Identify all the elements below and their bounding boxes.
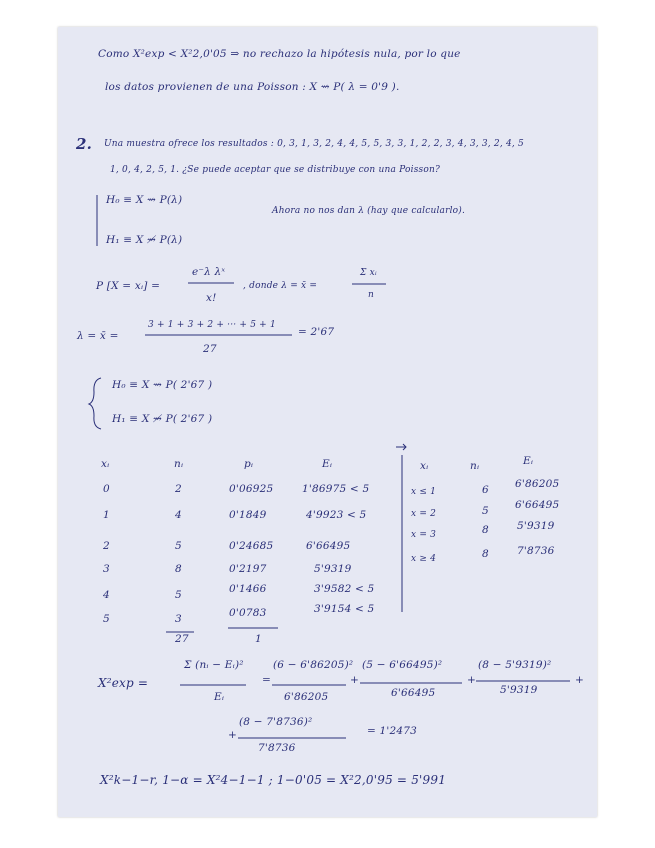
table-cell: 3 (103, 563, 110, 575)
grouped-cell: 5 (482, 505, 489, 517)
problem-line-2: 1, 0, 4, 2, 5, 1. ¿Se puede aceptar que se distribuye con una Poisson? (110, 165, 440, 175)
poisson-lhs: P [X = xᵢ] = (96, 280, 161, 292)
lambda-calc-lhs: λ = x̄ = (77, 330, 119, 342)
grouped-header-xi: xᵢ (420, 460, 429, 472)
hypothesis-h1: H₁ ≡ X ⇝̸ P(λ) (106, 234, 183, 246)
grouped-cell: 7'8736 (517, 545, 555, 557)
table-cell: 2 (103, 540, 110, 552)
lambda-denominator: n (368, 290, 374, 300)
chi-term2-denominator: 6'66495 (391, 687, 436, 699)
chi-term2-numerator: (5 − 6'66495)² (362, 659, 443, 671)
table-cell: 0'1849 (229, 509, 267, 521)
hypothesis2-h1: H₁ ≡ X ⇝̸ P( 2'67 ) (112, 413, 213, 425)
donde-text: , donde λ = x̄ = (243, 281, 318, 291)
grouped-cell: 8 (482, 548, 489, 560)
chi-sum-denominator: Eᵢ (214, 691, 225, 703)
problem-number: 2. (76, 135, 93, 153)
table-cell: 4'9923 < 5 (306, 509, 367, 521)
table-cell: 0'2197 (229, 563, 267, 575)
table-cell: 5'9319 (314, 563, 352, 575)
plus-sign: + (467, 674, 476, 686)
poisson-denominator: x! (206, 292, 217, 304)
lambda-calc-denominator: 27 (203, 343, 217, 355)
chi-critical-value: X²k−1−r, 1−α = X²4−1−1 ; 1−0'05 = X²2,0'95 = 5'991 (100, 773, 447, 787)
table-cell: 1 (103, 509, 110, 521)
arrow-mark (396, 444, 406, 450)
grouped-cell: x ≥ 4 (411, 554, 437, 564)
table-cell: 0'24685 (229, 540, 274, 552)
chi-sum-numerator: Σ (nᵢ − Eᵢ)² (184, 659, 244, 671)
grouped-header-ei: Eᵢ (523, 455, 534, 467)
equals-sign: = (262, 674, 271, 686)
table-cell: 2 (175, 483, 182, 495)
chi-term3-numerator: (8 − 5'9319)² (478, 659, 552, 671)
table-cell: 3'9154 < 5 (314, 603, 375, 615)
table-cell: 0 (103, 483, 110, 495)
grouped-cell: 8 (482, 524, 489, 536)
chi-term1-numerator: (6 − 6'86205)² (273, 659, 354, 671)
hypothesis-brace (89, 378, 101, 429)
lambda-numerator: Σ xᵢ (360, 268, 377, 278)
table-header-ni: nᵢ (174, 458, 184, 470)
table-cell: 0'0783 (229, 607, 267, 619)
poisson-numerator: e⁻λ λˣ (192, 266, 226, 278)
lambda-note: Ahora no nos dan λ (hay que calcularlo). (272, 206, 466, 216)
table-cell: 8 (175, 563, 182, 575)
table-cell: 0'06925 (229, 483, 274, 495)
chi-term1-denominator: 6'86205 (284, 691, 329, 703)
grouped-cell: x = 2 (411, 509, 437, 519)
grouped-cell: 6 (482, 484, 489, 496)
lambda-calc-numerator: 3 + 1 + 3 + 2 + ··· + 5 + 1 (148, 320, 276, 330)
table-total-n: 27 (175, 633, 189, 645)
grouped-header-ni: nᵢ (470, 460, 480, 472)
grouped-cell: 5'9319 (517, 520, 555, 532)
grouped-cell: x = 3 (411, 530, 437, 540)
table-cell: 4 (175, 509, 182, 521)
chi-exp-result: = 1'2473 (367, 725, 418, 737)
chi-term3-denominator: 5'9319 (500, 684, 538, 696)
plus-sign: + (350, 674, 359, 686)
table-cell: 5 (175, 540, 182, 552)
plus-sign: + (575, 674, 584, 686)
table-cell: 3'9582 < 5 (314, 583, 375, 595)
table-cell: 4 (103, 589, 110, 601)
table-header-ei: Eᵢ (322, 458, 333, 470)
chi-term4-numerator: (8 − 7'8736)² (239, 716, 313, 728)
table-cell: 3 (175, 613, 182, 625)
hypothesis2-h0: H₀ ≡ X ⇝ P( 2'67 ) (112, 379, 213, 391)
chi-exp-lhs: X²exp = (98, 676, 149, 690)
grouped-cell: x ≤ 1 (411, 487, 437, 497)
table-cell: 5 (175, 589, 182, 601)
table-header-pi: pᵢ (244, 458, 254, 470)
table-header-xi: xᵢ (101, 458, 110, 470)
intro-line-1: Como X²exp < X²2,0'05 ⇒ no rechazo la hipótesis nula, por lo que (98, 48, 461, 60)
problem-line-1: Una muestra ofrece los resultados : 0, 3, 1, 3, 2, 4, 4, 5, 5, 3, 3, 1, 2, 2, 3, 4, 3, 3, 2, 4, 5 (104, 139, 524, 149)
table-cell: 0'1466 (229, 583, 267, 595)
table-cell: 6'66495 (306, 540, 351, 552)
chi-term4-denominator: 7'8736 (258, 742, 296, 754)
plus-sign: + (228, 729, 237, 741)
lambda-calc-result: = 2'67 (298, 326, 335, 338)
grouped-cell: 6'66495 (515, 499, 560, 511)
hypothesis-h0: H₀ ≡ X ⇝ P(λ) (106, 194, 183, 206)
table-total-p: 1 (255, 633, 262, 645)
grouped-cell: 6'86205 (515, 478, 560, 490)
intro-line-2: los datos provienen de una Poisson : X ⇝ P( λ = 0'9 ). (105, 81, 400, 93)
table-cell: 1'86975 < 5 (302, 483, 370, 495)
table-cell: 5 (103, 613, 110, 625)
